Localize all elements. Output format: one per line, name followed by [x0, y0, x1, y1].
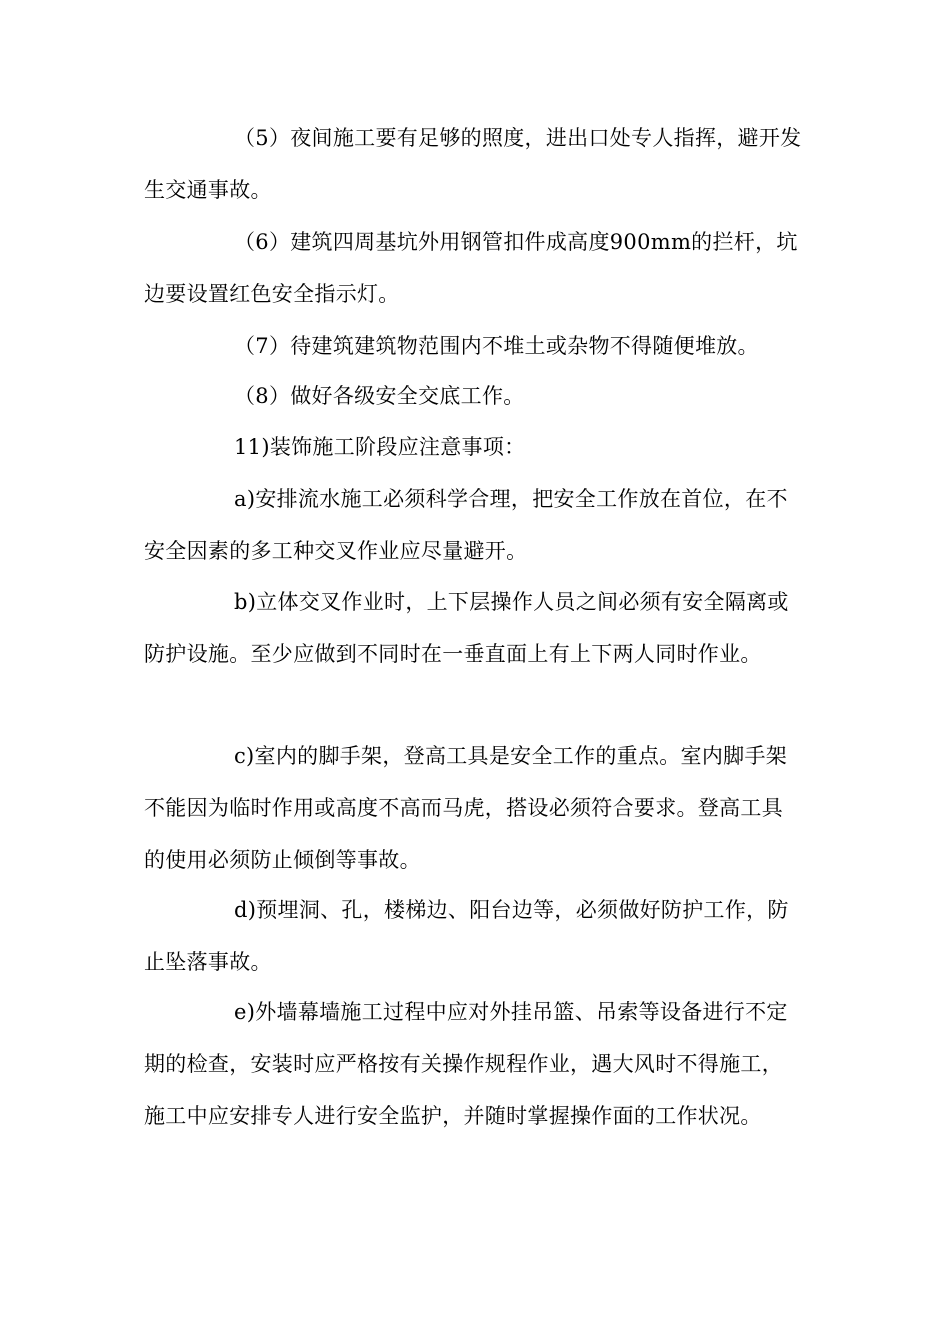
- paragraph-item-6: （6）建筑四周基坑外用钢管扣件成高度900mm的拦杆，坑边要设置红色安全指示灯。: [144, 230, 798, 306]
- paragraph-a: a)安排流水施工必须科学合理，把安全工作放在首位，在不安全因素的多工种交叉作业应尽量避开。: [144, 487, 788, 563]
- section-heading-11: 11)装饰施工阶段应注意事项：: [234, 435, 526, 459]
- paragraph-c: c)室内的脚手架，登高工具是安全工作的重点。室内脚手架不能因为临时作用或高度不高而马虎，搭设必须符合要求。登高工具的使用必须防止倾倒等事故。: [144, 744, 788, 872]
- paragraph-e: e)外墙幕墙施工过程中应对外挂吊篮、吊索等设备进行不定期的检查，安装时应严格按有关操作规程作业，遇大风时不得施工，施工中应安排专人进行安全监护，并随时掌握操作面的工作状况。: [144, 1000, 788, 1128]
- paragraph-item-8: （8）做好各级安全交底工作。: [234, 384, 525, 408]
- paragraph-item-7: （7）待建筑建筑物范围内不堆土或杂物不得随便堆放。: [234, 334, 759, 358]
- paragraph-item-5: （5）夜间施工要有足够的照度，进出口处专人指挥，避开发生交通事故。: [144, 126, 802, 202]
- paragraph-b: b)立体交叉作业时，上下层操作人员之间必须有安全隔离或防护设施。至少应做到不同时在一垂直面上有上下两人同时作业。: [144, 590, 789, 666]
- paragraph-d: d)预埋洞、孔，楼梯边、阳台边等，必须做好防护工作，防止坠落事故。: [144, 898, 789, 974]
